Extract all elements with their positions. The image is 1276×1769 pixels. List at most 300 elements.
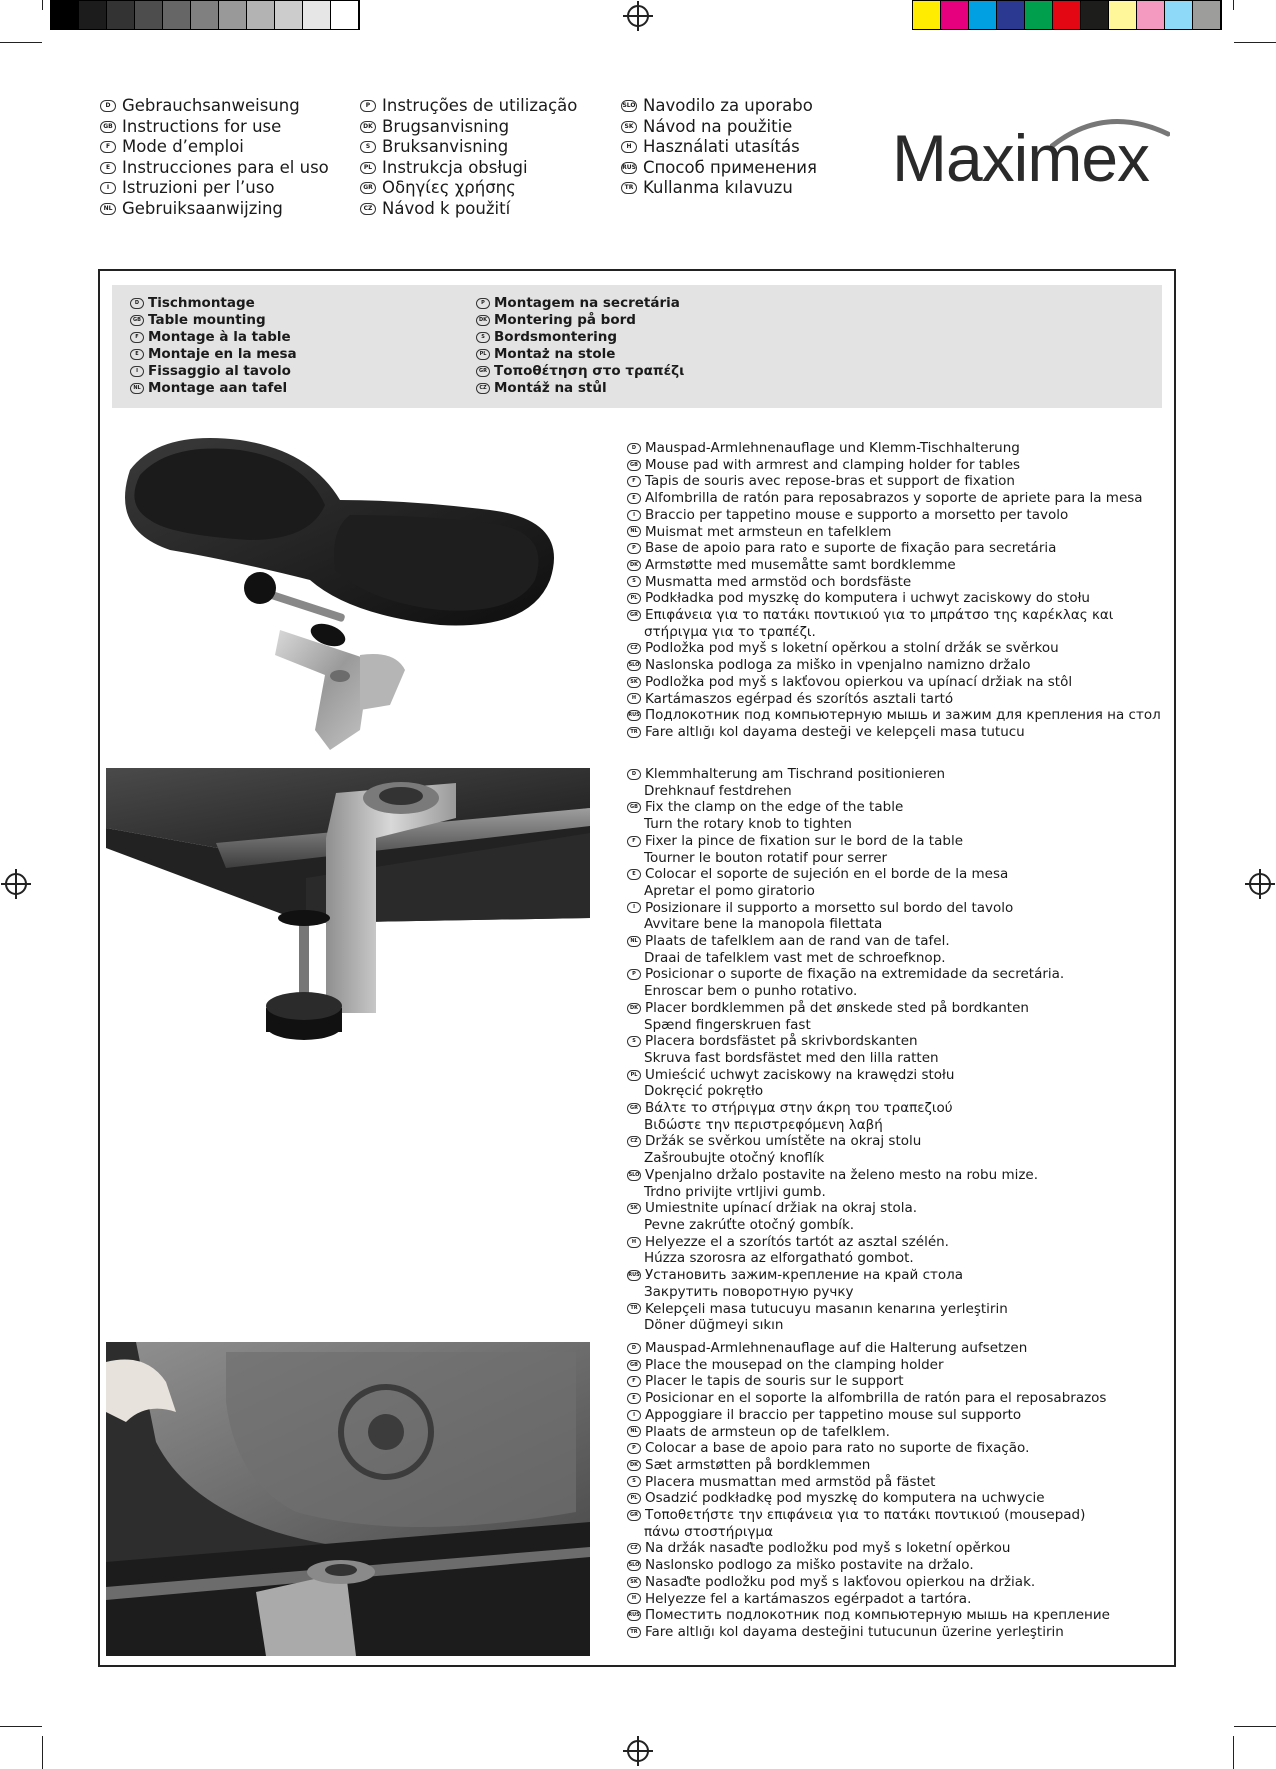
language-code-badge: CZ bbox=[476, 383, 490, 394]
language-list-2 bbox=[360, 96, 577, 219]
instruction-text: Placera bordsfästet på skrivbordskanten bbox=[645, 1033, 918, 1050]
language-entry bbox=[100, 96, 329, 117]
instruction-line bbox=[627, 1440, 1167, 1457]
color-swatch bbox=[51, 1, 79, 29]
color-swatch bbox=[163, 1, 191, 29]
language-label: Navodilo za uporabo bbox=[643, 96, 813, 115]
instruction-text: Kartámaszos egérpad és szorítós asztali tartó bbox=[645, 690, 954, 707]
instruction-text: Поместить подлокотник под компьютерную мышь на крепление bbox=[645, 1607, 1110, 1624]
section-title-label: Montage aan tafel bbox=[148, 380, 288, 396]
language-label: Mode d’emploi bbox=[122, 137, 244, 156]
instruction-text-continued: πάνω στοστήριγμα bbox=[644, 1523, 773, 1540]
language-code-badge: S bbox=[627, 1036, 641, 1047]
instruction-line bbox=[627, 1000, 1167, 1017]
language-label: Brugsanvisning bbox=[382, 116, 510, 136]
instruction-text: Fix the clamp on the edge of the table bbox=[645, 799, 904, 816]
section-title-label: Montage à la table bbox=[148, 329, 291, 345]
language-code-badge: NL bbox=[130, 383, 144, 394]
section-title-label: Montáž na stůl bbox=[494, 380, 607, 396]
instruction-text: Place the mousepad on the clamping holder bbox=[645, 1356, 944, 1373]
language-code-badge: H bbox=[627, 693, 641, 704]
instruction-text-continued: Закрутить поворотную ручку bbox=[644, 1283, 854, 1300]
instruction-text: Umiestnite upínací držiak na okraj stola. bbox=[645, 1200, 918, 1217]
instruction-text: Umieścić uchwyt zaciskowy na krawędzi stołu bbox=[645, 1066, 955, 1083]
section-title-col-2 bbox=[476, 295, 684, 397]
instruction-line bbox=[627, 799, 1167, 816]
instruction-block-place-pad bbox=[627, 1340, 1167, 1641]
language-entry bbox=[360, 96, 577, 117]
language-code-badge: SK bbox=[627, 1577, 641, 1588]
section-title-entry bbox=[130, 380, 297, 397]
language-label: Használati utasítás bbox=[643, 137, 800, 156]
instruction-text-continued: Skruva fast bordsfästet med den lilla ratten bbox=[644, 1049, 939, 1066]
instruction-line bbox=[627, 473, 1167, 490]
instruction-text: Τοποθετήστε την επιφάνεια για το πατάκι ποντικιού (mousepad) bbox=[645, 1507, 1086, 1524]
registration-mark-right bbox=[1249, 873, 1271, 895]
instruction-text: Posizionare il supporto a morsetto sul bordo del tavolo bbox=[645, 899, 1014, 916]
language-label: Instruções de utilização bbox=[382, 96, 578, 115]
language-code-badge: GR bbox=[627, 610, 641, 621]
instruction-text: Mouse pad with armrest and clamping holder for tables bbox=[645, 456, 1021, 473]
language-code-badge: E bbox=[627, 869, 641, 880]
instruction-text-continued: Zašroubujte otočný knoflík bbox=[644, 1150, 825, 1167]
photo-clamp-on-table-edge bbox=[106, 768, 590, 1088]
instruction-line bbox=[627, 1457, 1167, 1474]
section-title-entry bbox=[476, 295, 684, 312]
instruction-text: Fare altlığı kol dayama desteği ve kelepçeli masa tutucu bbox=[645, 723, 1025, 740]
registration-mark-top bbox=[627, 5, 649, 27]
instruction-line bbox=[627, 1067, 1167, 1084]
section-title-col-1 bbox=[130, 295, 297, 397]
section-title-entry bbox=[476, 312, 684, 329]
language-label: Instructions for use bbox=[122, 116, 282, 136]
language-code-badge: RUS bbox=[627, 1610, 641, 1621]
color-swatch bbox=[247, 1, 275, 29]
section-title-label: Bordsmontering bbox=[494, 329, 618, 345]
instruction-text: Helyezze el a szorítós tartót az asztal szélén. bbox=[645, 1233, 949, 1250]
instruction-line bbox=[627, 1200, 1167, 1217]
language-code-badge: RUS bbox=[627, 1270, 641, 1281]
language-code-badge: PL bbox=[627, 593, 641, 604]
instruction-text: Подлокотник под компьютерную мышь и зажим для крепления на стол bbox=[645, 707, 1161, 724]
language-code-badge: P bbox=[627, 969, 641, 980]
instruction-text-continued: Turn the rotary knob to tighten bbox=[644, 816, 852, 833]
instruction-text-continued: Spænd fingerskruen fast bbox=[644, 1016, 811, 1033]
instruction-line bbox=[627, 507, 1167, 524]
language-code-badge: F bbox=[100, 141, 116, 153]
instruction-text: Klemmhalterung am Tischrand positionieren bbox=[645, 766, 946, 782]
section-title-entry bbox=[476, 329, 684, 346]
instruction-text: Naslonsko podlogo za miško postavite na držalo. bbox=[645, 1557, 974, 1574]
instruction-text: Muismat met armsteun en tafelklem bbox=[645, 523, 892, 540]
instruction-line bbox=[627, 1591, 1167, 1608]
crop-mark bbox=[42, 1736, 43, 1769]
instruction-line bbox=[627, 1100, 1167, 1117]
language-label: Bruksanvisning bbox=[382, 137, 509, 156]
instruction-line bbox=[627, 574, 1167, 591]
language-list-3 bbox=[621, 96, 817, 199]
language-entry bbox=[621, 158, 817, 179]
language-code-badge: F bbox=[627, 1376, 641, 1387]
instruction-line bbox=[627, 490, 1167, 507]
instruction-line bbox=[627, 966, 1167, 983]
instruction-text: Na držák nasaďte podložku pod myš s loketní opěrkou bbox=[645, 1540, 1011, 1557]
color-swatch bbox=[219, 1, 247, 29]
language-code-badge: TR bbox=[627, 1303, 641, 1314]
language-code-badge: P bbox=[476, 298, 490, 309]
language-code-badge: D bbox=[627, 1343, 641, 1354]
section-title-entry bbox=[476, 346, 684, 363]
language-entry bbox=[360, 117, 577, 138]
registration-mark-left bbox=[5, 873, 27, 895]
instruction-line bbox=[627, 691, 1167, 708]
crop-mark bbox=[0, 1726, 42, 1727]
instruction-text: Επιφάνεια για το πατάκι ποντικιού για το μπράτσο της καρέκλας και bbox=[645, 607, 1114, 624]
language-entry bbox=[360, 199, 577, 220]
language-label: Návod k použití bbox=[382, 198, 511, 218]
instruction-line bbox=[627, 900, 1167, 917]
language-code-badge: DK bbox=[627, 1003, 641, 1014]
language-entry bbox=[621, 96, 817, 117]
section-title-entry bbox=[130, 346, 297, 363]
instruction-text-continued: στήριγμα για το τραπέζι. bbox=[644, 623, 816, 640]
instruction-text: Posicionar o suporte de fixação na extremidade da secretária. bbox=[645, 966, 1065, 983]
instruction-text: Braccio per tappetino mouse e supporto a morsetto per tavolo bbox=[645, 506, 1069, 523]
instruction-text: Helyezze fel a kartámaszos egérpadot a tartóra. bbox=[645, 1590, 972, 1607]
instruction-text: Plaats de tafelklem aan de rand van de tafel. bbox=[645, 933, 950, 950]
language-code-badge: I bbox=[627, 902, 641, 913]
instruction-line bbox=[627, 1357, 1167, 1374]
color-swatch bbox=[191, 1, 219, 29]
color-swatch bbox=[331, 1, 359, 29]
instruction-text: Posicionar en el soporte la alfombrilla de ratón para el reposabrazos bbox=[645, 1390, 1107, 1407]
language-entry bbox=[100, 137, 329, 158]
instruction-text-continued: Apretar el pomo giratorio bbox=[644, 882, 815, 899]
crop-mark bbox=[1233, 1736, 1234, 1769]
language-entry bbox=[621, 178, 817, 199]
language-code-badge: SK bbox=[627, 1203, 641, 1214]
instruction-line bbox=[627, 707, 1167, 724]
instruction-line bbox=[627, 1540, 1167, 1557]
instruction-line bbox=[627, 866, 1167, 883]
language-code-badge: NL bbox=[627, 526, 641, 537]
language-code-badge: TR bbox=[627, 727, 641, 738]
instruction-text: Držák se svěrkou umístěte na okraj stolu bbox=[645, 1133, 922, 1150]
language-code-badge: S bbox=[627, 576, 641, 587]
section-title-label: Tischmontage bbox=[148, 295, 255, 311]
instruction-text: Nasaďte podložku pod myš s lakťovou opierkou na držiak. bbox=[645, 1573, 1036, 1590]
language-label: Instrucciones para el uso bbox=[122, 157, 329, 177]
instruction-text: Musmatta med armstöd och bordsfäste bbox=[645, 573, 912, 590]
instruction-text: Fixer la pince de fixation sur le bord de la table bbox=[645, 832, 964, 849]
language-code-badge: D bbox=[627, 443, 641, 454]
language-code-badge: NL bbox=[627, 936, 641, 947]
brand-logo: Maximex bbox=[892, 121, 1150, 195]
instruction-text: Tapis de souris avec repose-bras et support de fixation bbox=[645, 473, 1015, 490]
section-title-label: Montering på bord bbox=[494, 312, 636, 328]
language-code-badge: I bbox=[130, 366, 144, 377]
language-code-badge: GB bbox=[627, 1360, 641, 1371]
instruction-line bbox=[627, 1267, 1167, 1284]
instruction-line bbox=[627, 1474, 1167, 1491]
color-swatch bbox=[135, 1, 163, 29]
instruction-text: Mauspad-Armlehnenauflage und Klemm-Tischhalterung bbox=[645, 440, 1020, 456]
language-entry bbox=[100, 158, 329, 179]
crop-mark bbox=[0, 42, 42, 43]
color-swatch bbox=[275, 1, 303, 29]
instruction-text: Podkładka pod myszkę do komputera i uchwyt zaciskowy do stołu bbox=[645, 590, 1090, 607]
language-entry bbox=[621, 137, 817, 158]
color-swatch bbox=[1165, 1, 1193, 29]
language-code-badge: GB bbox=[627, 460, 641, 471]
section-title-entry bbox=[130, 363, 297, 380]
section-title-entry bbox=[130, 329, 297, 346]
language-entry bbox=[100, 199, 329, 220]
instruction-line bbox=[627, 1340, 1167, 1357]
color-swatch bbox=[941, 1, 969, 29]
color-swatch bbox=[107, 1, 135, 29]
photo-place-mousepad-on-holder bbox=[106, 1342, 590, 1656]
instruction-line bbox=[627, 933, 1167, 950]
language-code-badge: NL bbox=[100, 203, 116, 215]
color-swatch bbox=[303, 1, 331, 29]
instruction-line bbox=[627, 640, 1167, 657]
instruction-line bbox=[627, 1507, 1167, 1524]
color-swatch bbox=[1053, 1, 1081, 29]
instruction-text-continued: Drehknauf festdrehen bbox=[644, 782, 792, 799]
instruction-text: Mauspad-Armlehnenauflage auf die Halterung aufsetzen bbox=[645, 1340, 1028, 1356]
instruction-line bbox=[627, 833, 1167, 850]
language-code-badge: DK bbox=[476, 315, 490, 326]
language-code-badge: CZ bbox=[627, 1136, 641, 1147]
instruction-line bbox=[627, 590, 1167, 607]
section-title-label: Montaż na stole bbox=[494, 346, 616, 362]
language-label: Способ применения bbox=[643, 157, 817, 177]
crop-mark bbox=[1233, 0, 1234, 10]
instruction-text: Fare altlığı kol dayama desteğini tutucunun üzerine yerleştirin bbox=[645, 1623, 1064, 1640]
language-entry bbox=[621, 117, 817, 138]
instruction-text: Placer bordklemmen på det ønskede sted på bordkanten bbox=[645, 999, 1029, 1016]
language-code-badge: I bbox=[100, 182, 116, 194]
language-code-badge: H bbox=[627, 1593, 641, 1604]
instruction-text: Vpenjalno držalo postavite na želeno mesto na robu mize. bbox=[645, 1166, 1039, 1183]
instruction-line bbox=[627, 1557, 1167, 1574]
section-title-entry bbox=[130, 295, 297, 312]
language-label: Gebrauchsanweisung bbox=[122, 96, 300, 115]
language-entry bbox=[100, 117, 329, 138]
color-swatch bbox=[1025, 1, 1053, 29]
section-title-label: Fissaggio al tavolo bbox=[148, 363, 291, 379]
instruction-text-continued: Döner düğmeyi sıkın bbox=[644, 1317, 784, 1334]
language-code-badge: SK bbox=[621, 121, 637, 133]
instruction-text: Osadzić podkładkę pod myszkę do komputera na uchwycie bbox=[645, 1490, 1045, 1507]
instruction-text: Podložka pod myš s loketní opěrkou a stolní držák se svěrkou bbox=[645, 640, 1059, 657]
instruction-text: Βάλτε το στήριγμα στην άκρη του τραπεζιού bbox=[645, 1100, 953, 1117]
instruction-text: Plaats de armsteun op de tafelklem. bbox=[645, 1423, 890, 1440]
language-code-badge: SLO bbox=[627, 1170, 641, 1181]
language-code-badge: GR bbox=[360, 182, 376, 194]
language-code-badge: D bbox=[627, 769, 641, 780]
instruction-text: Naslonska podloga za miško in vpenjalno namizno držalo bbox=[645, 657, 1031, 674]
instruction-line bbox=[627, 1624, 1167, 1641]
language-label: Instrukcja obsługi bbox=[382, 157, 528, 177]
instruction-line bbox=[627, 766, 1167, 783]
language-code-badge: PL bbox=[360, 162, 376, 174]
language-label: Οδηγίες χρήσης bbox=[382, 178, 516, 197]
language-code-badge: D bbox=[100, 100, 116, 112]
crop-mark bbox=[1234, 42, 1276, 43]
instruction-line bbox=[627, 457, 1167, 474]
instruction-text-continued: Húzza szorosra az elforgatható gombot. bbox=[644, 1250, 914, 1267]
instruction-line bbox=[627, 1373, 1167, 1390]
instruction-line bbox=[627, 607, 1167, 624]
instruction-text-continued: Pevne zakrúťte otočný gombík. bbox=[644, 1216, 855, 1233]
language-code-badge: PL bbox=[627, 1493, 641, 1504]
language-code-badge: DK bbox=[627, 1460, 641, 1471]
language-code-badge: P bbox=[627, 1443, 641, 1454]
language-entry bbox=[360, 158, 577, 179]
language-code-badge: P bbox=[627, 543, 641, 554]
language-code-badge: S bbox=[627, 1476, 641, 1487]
language-entry bbox=[360, 137, 577, 158]
crop-mark bbox=[42, 0, 43, 10]
language-code-badge: TR bbox=[621, 182, 637, 194]
instruction-line bbox=[627, 724, 1167, 741]
section-title-panel bbox=[112, 285, 1162, 408]
language-code-badge: E bbox=[627, 493, 641, 504]
language-code-badge: GR bbox=[627, 1103, 641, 1114]
instruction-line bbox=[627, 657, 1167, 674]
instruction-text: Alfombrilla de ratón para reposabrazos y soporte de apriete para la mesa bbox=[645, 490, 1143, 507]
instruction-line bbox=[627, 1234, 1167, 1251]
instruction-line bbox=[627, 1390, 1167, 1407]
language-code-badge: H bbox=[621, 141, 637, 153]
instruction-text: Base de apoio para rato e suporte de fixação para secretária bbox=[645, 540, 1057, 557]
instruction-text-continued: Trdno privijte vrtljivi gumb. bbox=[644, 1183, 826, 1200]
language-entry bbox=[360, 178, 577, 199]
instruction-block-product bbox=[627, 440, 1167, 741]
language-label: Kullanma kılavuzu bbox=[643, 178, 793, 197]
product-photo-mousepad-clamp bbox=[110, 430, 610, 750]
color-swatch bbox=[969, 1, 997, 29]
language-code-badge: I bbox=[627, 510, 641, 521]
language-code-badge: GB bbox=[627, 802, 641, 813]
instruction-text: Placer le tapis de souris sur le support bbox=[645, 1373, 904, 1390]
instruction-line bbox=[627, 557, 1167, 574]
instruction-block-clamp bbox=[627, 766, 1167, 1334]
instruction-line bbox=[627, 674, 1167, 691]
instruction-text: Установить зажим-крепление на край стола bbox=[645, 1267, 964, 1284]
language-code-badge: GR bbox=[627, 1510, 641, 1521]
instruction-line bbox=[627, 1607, 1167, 1624]
color-swatch bbox=[913, 1, 941, 29]
language-code-badge: GB bbox=[130, 315, 144, 326]
language-code-badge: S bbox=[476, 332, 490, 343]
instruction-line bbox=[627, 540, 1167, 557]
instruction-text: Armstøtte med musemåtte samt bordklemme bbox=[645, 556, 956, 573]
instruction-text: Sæt armstøtten på bordklemmen bbox=[645, 1456, 871, 1473]
instruction-text: Kelepçeli masa tutucuyu masanın kenarına yerleştirin bbox=[645, 1300, 1008, 1317]
language-code-badge: F bbox=[627, 836, 641, 847]
language-code-badge: SLO bbox=[627, 660, 641, 671]
instruction-line bbox=[627, 524, 1167, 541]
instruction-text: Podložka pod myš s lakťovou opierkou va upínací držiak na stôl bbox=[645, 673, 1073, 690]
language-code-badge: DK bbox=[627, 560, 641, 571]
instruction-line bbox=[627, 1133, 1167, 1150]
color-swatch bbox=[1109, 1, 1137, 29]
language-code-badge: F bbox=[627, 476, 641, 487]
language-code-badge: D bbox=[130, 298, 144, 309]
instruction-text: Appoggiare il braccio per tappetino mouse sul supporto bbox=[645, 1406, 1022, 1423]
section-title-label: Τοποθέτηση στο τραπέζι bbox=[494, 363, 685, 379]
language-code-badge: NL bbox=[627, 1426, 641, 1437]
language-code-badge: DK bbox=[360, 121, 376, 133]
language-code-badge: S bbox=[360, 141, 376, 153]
language-code-badge: SK bbox=[627, 677, 641, 688]
instruction-line bbox=[627, 1490, 1167, 1507]
color-swatch bbox=[79, 1, 107, 29]
crop-mark bbox=[1234, 1726, 1276, 1727]
color-swatch bbox=[997, 1, 1025, 29]
language-code-badge: SLO bbox=[627, 1560, 641, 1571]
language-label: Návod na použitie bbox=[643, 116, 793, 136]
instruction-line bbox=[627, 1574, 1167, 1591]
language-code-badge: P bbox=[360, 100, 376, 112]
instruction-text-continued: Tourner le bouton rotatif pour serrer bbox=[644, 849, 888, 866]
language-code-badge: E bbox=[100, 162, 116, 174]
color-swatch bbox=[1193, 1, 1221, 29]
instruction-line bbox=[627, 1167, 1167, 1184]
instruction-line bbox=[627, 1301, 1167, 1318]
language-code-badge: RUS bbox=[621, 162, 637, 174]
instruction-line bbox=[627, 1033, 1167, 1050]
grayscale-bar bbox=[50, 0, 360, 30]
instruction-text-continued: Βιδώστε την περιστρεφόμενη λαβή bbox=[644, 1116, 883, 1133]
section-title-label: Montaje en la mesa bbox=[148, 346, 297, 362]
language-list-1 bbox=[100, 96, 329, 219]
instruction-text: Colocar a base de apoio para rato no suporte de fixação. bbox=[645, 1440, 1030, 1457]
instruction-text-continued: Enroscar bem o punho rotativo. bbox=[644, 983, 858, 1000]
language-label: Gebruiksaanwijzing bbox=[122, 198, 283, 218]
instruction-line bbox=[627, 1407, 1167, 1424]
color-bar bbox=[912, 0, 1222, 30]
instruction-text-continued: Draai de tafelklem vast met de schroefknop. bbox=[644, 949, 946, 966]
language-code-badge: SLO bbox=[621, 100, 637, 112]
instruction-text-continued: Dokręcić pokrętło bbox=[644, 1083, 764, 1100]
instruction-text-continued: Avvitare bene la manopola filettata bbox=[644, 916, 883, 933]
section-title-label: Table mounting bbox=[148, 312, 266, 328]
language-code-badge: E bbox=[130, 349, 144, 360]
language-code-badge: H bbox=[627, 1237, 641, 1248]
language-code-badge: GB bbox=[100, 121, 116, 133]
instruction-text: Colocar el soporte de sujeción en el borde de la mesa bbox=[645, 866, 1009, 883]
section-title-entry bbox=[130, 312, 297, 329]
language-code-badge: CZ bbox=[360, 203, 376, 215]
language-code-badge: GR bbox=[476, 366, 490, 377]
instruction-text: Placera musmattan med armstöd på fästet bbox=[645, 1473, 936, 1490]
section-title-label: Montagem na secretária bbox=[494, 295, 680, 311]
section-title-entry bbox=[476, 380, 684, 397]
language-code-badge: CZ bbox=[627, 643, 641, 654]
language-code-badge: E bbox=[627, 1393, 641, 1404]
language-code-badge: PL bbox=[627, 1070, 641, 1081]
language-label: Istruzioni per l’uso bbox=[122, 178, 275, 197]
language-entry bbox=[100, 178, 329, 199]
section-title-entry bbox=[476, 363, 684, 380]
color-swatch bbox=[1081, 1, 1109, 29]
language-code-badge: I bbox=[627, 1410, 641, 1421]
color-swatch bbox=[1137, 1, 1165, 29]
